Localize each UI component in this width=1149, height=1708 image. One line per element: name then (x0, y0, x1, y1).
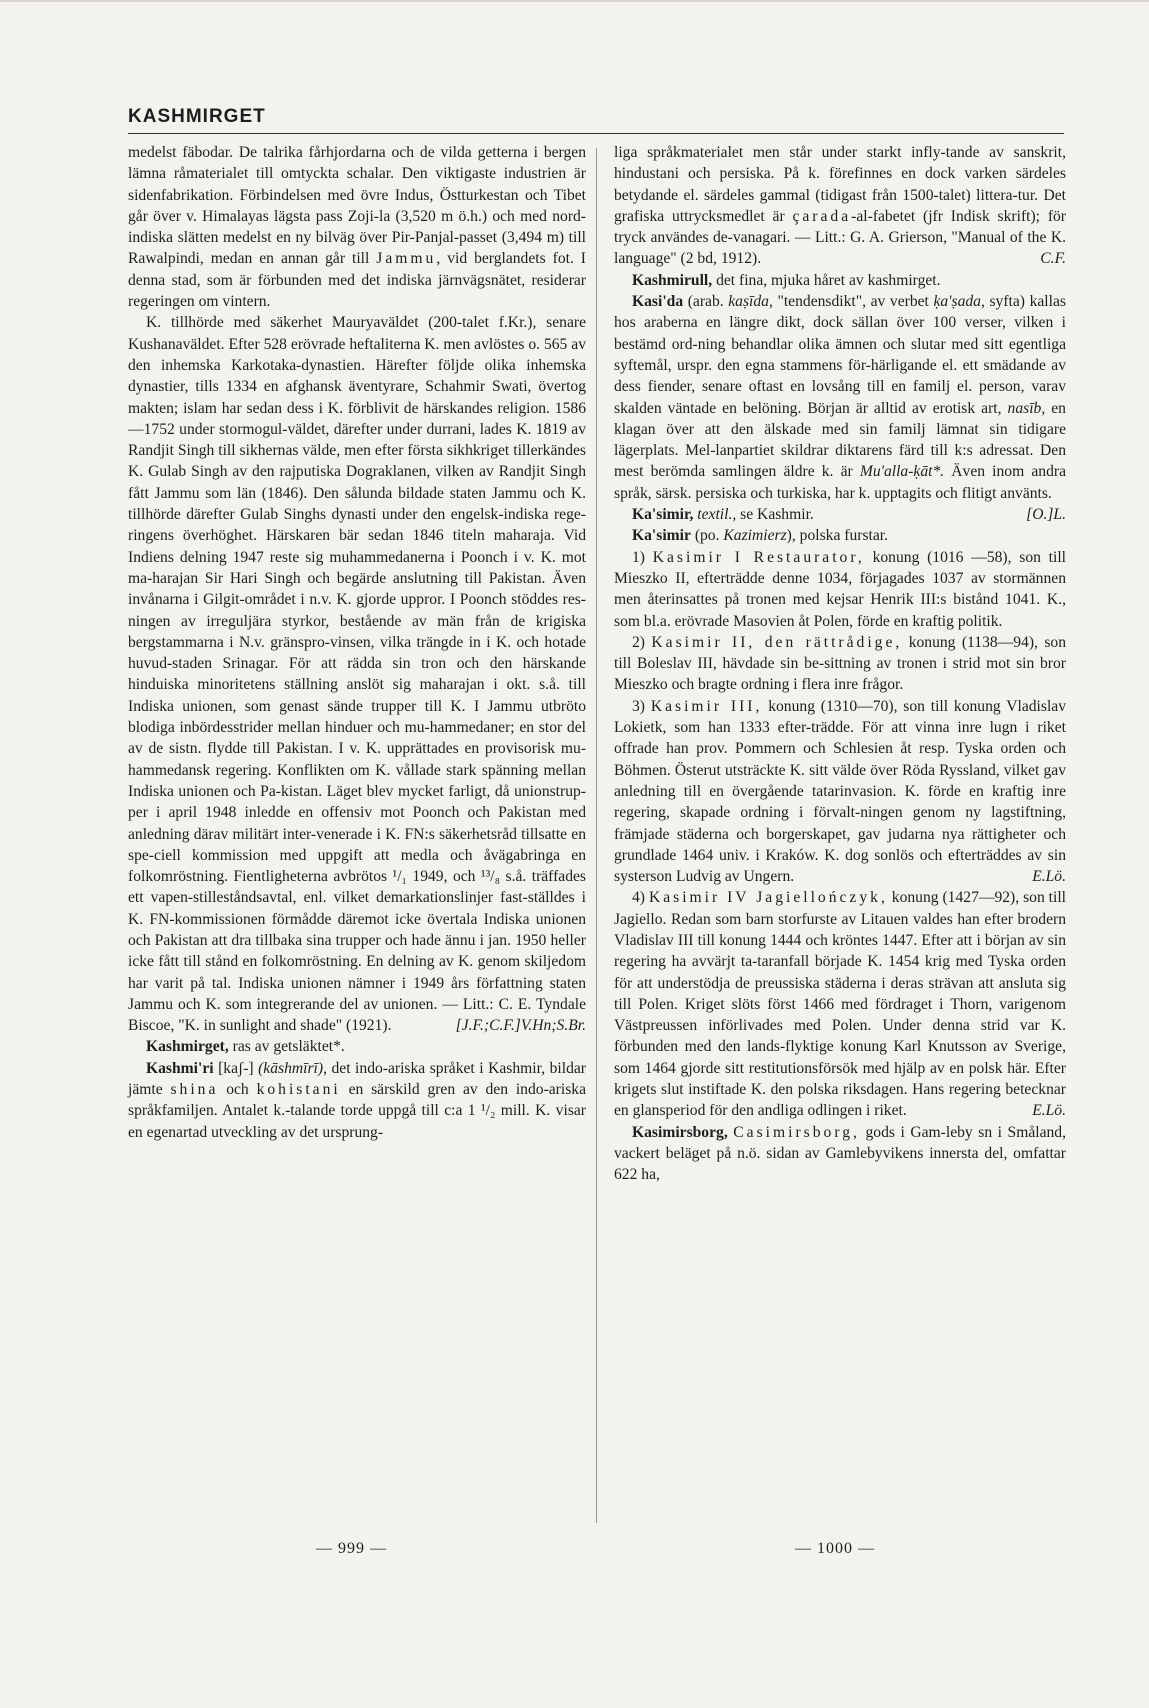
page-number-right: — 1000 — (795, 1540, 875, 1557)
left-column (128, 142, 586, 1143)
subentry-kasimir-4: 4) Kasimir IV Jagiellończyk, konung (1427—92), son till Jagiello. Redan som barn storfurste av Litauen valdes han efter brodern Vladislav III till konung 1444 och kröntes 1447. Efter att i början av sin regering ha avvärjt ta-taranfall började K. 1454 krig med Tyska orden för att understödja de preussiska städerna i deras strävan att ansluta sig till Polen. Kriget slöts först 1466 med fördraget i Thorn, varigenom Västpreussen införlivades med Polen. Under denna strid var K. förbunden med den lands-flyktige konung Karl Knutsson av Sverige, som 1464 gjorde sitt restitutionsförsök med hjälp av en polsk här. Efter krigets slut instiftade K. den polska riksdagen. Hans regering betecknar en glansperiod för den andliga odlingen i riket. E.Lö. (614, 887, 1066, 1121)
entry-kasida: Kasi'da (arab. kaṣīda, "tendensdikt", av verbet ḳa'ṣada, syfta) kallas hos araberna en längre dikt, dock sällan över 100 verser, vilken i bestämd ord-ning behandlar olika ämnen och slutar med sitt egentliga syftemål, urspr. den egna stammens för-härligande el. ett smädande av dess fiender, senare oftast en lovsång till en familj el. person, varav skalden väntade en belöning. Början är alltid av erotisk art, nasīb, en klagan över att den älskade med sin familj lämnat sin tidigare lägerplats. Mel-lanpartiet skildrar diktarens färd till k:s adressat. Den mest berömda samlingen äldre k. är Mu'alla-ḳāt*. Även inom andra språk, särsk. persiska och turkiska, har k. upptagits och flitigt använts. [O.]L. (614, 291, 1066, 504)
entry-kashmirull: Kashmirull, det fina, mjuka håret av kashmirget. (632, 271, 941, 289)
entry-kasimir-textile: Ka'simir, textil., se Kashmir. (632, 506, 814, 524)
paragraph-geography: medelst fäbodar. De talrika fårhjordarna och de vilda getterna i bergen lämna råmaterialet till omtyckta schalar. Den viktigaste industrien är sidenfabrikation. Förbindelsen med övre Indus, Östturkestan och Tibet går över v. Himalayas lägsta pass Zoji-la (3,520 m ö.h.) och med nord-indiska slätten medelst en ny bilväg över Pir-Panjal-passet (3,494 m) till Rawalpindi, medan en annan går till Jammu, vid berglandets fot. I denna stad, som är förbunden med det indiska järnvägsnätet, residerar regeringen om vintern. (128, 144, 586, 311)
page-number-left: — 999 — (316, 1540, 387, 1557)
author-signature: [O.]L. (1026, 506, 1066, 524)
subentry-kasimir-2: 2) Kasimir II, den rättrådige, konung (1138—94), son till Boleslav III, hävdade sin be-sittning av tronen i strid mot sin bror Mieszko och bragte ordning i flera inre frågor. (614, 633, 1067, 694)
author-signature: C.F. (1040, 250, 1066, 268)
column-divider (596, 148, 597, 1523)
right-column (614, 142, 1066, 1186)
subentry-kasimir-3: 3) Kasimir III, konung (1310—70), son till konung Vladislav Lokietk, som han 1333 efter-trädde. För att vinna inre lugn i riket offrade han prov. Pommern och Schlesien åt resp. Tyska orden och Böhmen. Österut utsträckte K. sitt välde över Röda Ryssland, vilket gav anledning till en övergående tatarinvasion. K. förde en kraftig inre regering, skapade ordning i förvalt-ningen genom ny lagstiftning, främjade städerna och borgerskapet, gav judarna nya rättigheter och grundlade 1464 univ. i Kraków. K. dog sonlös och efterträddes av sin systerson Ludvig av Ungern. E.Lö. (614, 696, 1066, 888)
spaced-word-jammu: Jammu (376, 250, 437, 268)
headword: Kashmirget, (146, 1038, 229, 1056)
running-head: KASHMIRGET (128, 106, 266, 127)
paragraph-history: K. tillhörde med säkerhet Mauryaväldet (200-talet f.Kr.), senare Kushanaväldet. Efter 528 erövrade heftaliterna K. men avlöstes o. 565 av den inhemska Karkotaka-dynastien. Härefter följde olika inhemska dynastier, tills 1334 en afghansk äventyrare, Schahmir Swati, övertog makten; islam har sedan dess i K. förblivit de härskandes religion. 1586—1752 under stormogul-väldet, därefter under durrani, lades K. 1819 av Randjit Singh till sikhernas välde, men efter första sikhkriget tillerkändes K. Gulab Singh av den rajputiska Dograklanen, vilken av Randjit Singh fått Jammu som län (1846). Den sålunda bildade staten Jammu och K. tillhörde därefter Gulab Singhs dynasti under den engelsk-indiska rege-ringens överhöghet. Härskaren bär sedan 1846 titeln maharaja. Vid Indiens delning 1947 reste sig muhammedanerna i Poonch i v. K. mot ma-harajan Sir Hari Singh och begärde anslutning till Pakistan. Även invånarna i Gilgit-området i n.v. K. gjorde uppror. I Poonch stöddes res-ningen av irreguljära styrkor, bestående av män från de krigiska bergstammarna i N.v. gränspro-vinsen, vilka trängde in i K. och hotade huvud-staden Srinagar. För att rädda sin tron och den härskande hinduiska minoritetens ställning anslöt sig maharajan i okt. s.å. till Indiska unionen, som genast sände trupper till K. I Jammu utbröto blodiga inbördesstrider mellan hinduer och mu-hammedaner; en stor del av de sistn. flydde till Pakistan. I v. K. upprättades en provisorisk mu-hammedansk regering. Konflikten om K. vållade stark spänning mellan Indiska unionen och Pa-kistan. Läget blev mycket farligt, då unionstrup-per i april 1948 inledde en offensiv mot Poonch och Pakistan med anledning därav militärt inter-venerade i K. FN:s säkerhetsråd tillsatte en spe-ciell kommission med uppgift att medla och åvägabringa en folkomröstning. Fientligheterna avbrötos ¹/₁ 1949, och ¹³/₈ s.å. träffades ett vapen-stilleståndsavtal, enl. vilket demarkationslinjer fast-ställdes i K. FN-kommissionen förmådde däremot icke övertala Indiska unionen och Pakistan att dra tillbaka sina trupper och hade ännu i jan. 1950 heller icke fått till stånd en folkomröstning. En delning av K. genom skiljedom har varit på tal. Indiska unionen nämner i 1949 års författning staten Jammu och K. som integrerande del av unionen. — Litt.: C. E. Tyndale Biscoe, "K. in sunlight and shade" (1921). [J.F.;C.F.]V.Hn;S.Br. (128, 312, 586, 1036)
entry-kashmiri: Kashmi'ri [kaʃ-] (kāshmīrī), det indo-ariska språket i Kashmir, bildar jämte shina och kohistani en särskild gren av den indo-ariska språkfamiljen. Antalet k.-talande torde uppgå till c:a 1 ¹/₂ mill. K. visar en egenartad utveckling av det ursprung- (128, 1059, 586, 1141)
entry-kasimir-rulers: Ka'simir (po. Kazimierz), polska furstar. (632, 527, 889, 545)
entry-kashmirget: Kashmirget, ras av getsläktet*. (146, 1038, 345, 1056)
headword: Kashmi'ri (146, 1059, 214, 1077)
paragraph-kashmiri-cont: liga språkmaterialet men står under starkt infly-tande av sanskrit, hindustani och persiska. På k. förefinnes en dock varken särdeles betydande el. särdeles gammal (tidigast från 1500-talet) littera-tur. Det grafiska uttrycksmedlet är çarada-al-fabetet (jfr Indisk skrift); för tryck användes de-vanagari. — Litt.: G. A. Grierson, "Manual of the K. language" (2 bd, 1912). C.F. (614, 142, 1066, 270)
subentry-kasimir-1: 1) Kasimir I Restaurator, konung (1016 —58), son till Mieszko II, efterträdde denne 1034, förjagades 1037 av stormännen men återinsattes på tronen med kejsar Henrik III:s bistånd 1041. K., som bl.a. erövrade Masovien åt Polen, förde en kraftig politik. (614, 548, 1066, 630)
headword: Kasi'da (632, 293, 684, 311)
entry-kasimirsborg: Kasimirsborg, Casimirsborg, gods i Gam-leby sn i Småland, vackert beläget på n.ö. sidan av Gamlebyvikens innersta del, omfattar 622 ha, (614, 1123, 1066, 1184)
author-signature: E.Lö. (1032, 1102, 1066, 1120)
headword: Kasimirsborg, (632, 1123, 728, 1141)
headword: Ka'simir, (632, 506, 694, 524)
author-signature: [J.F.;C.F.]V.Hn;S.Br. (455, 1017, 586, 1035)
header-rule (128, 133, 1064, 134)
headword: Ka'simir (632, 527, 691, 545)
author-signature: E.Lö. (1032, 868, 1066, 886)
headword: Kashmirull, (632, 271, 713, 289)
